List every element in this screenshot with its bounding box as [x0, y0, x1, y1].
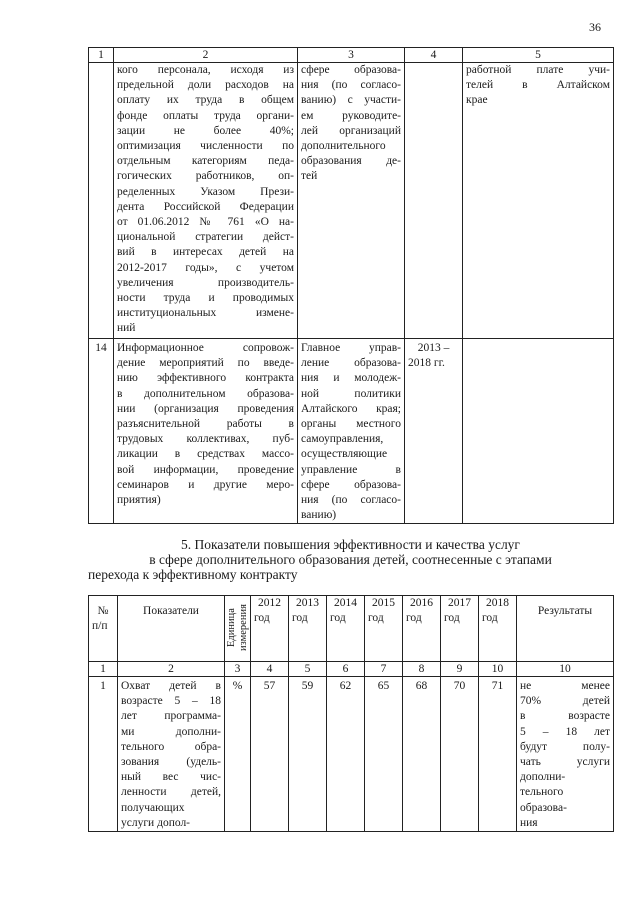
- table-row: [89, 63, 614, 339]
- result-text: [517, 677, 614, 832]
- text-line: получающих: [121, 801, 185, 814]
- indicators-header: Показатели: [118, 596, 225, 662]
- text-line: 2017: [448, 597, 471, 609]
- col-number: 1: [89, 662, 118, 677]
- text-line: нии (организация проведения: [117, 402, 294, 415]
- text-line: нию эффективного контракта: [117, 372, 294, 385]
- text-line: 2013: [296, 597, 319, 609]
- text-line: год: [406, 612, 422, 625]
- text-line: ния и молодеж-: [301, 372, 401, 385]
- text-line: трудовых коллективах, пуб-: [117, 433, 294, 446]
- page-number: 36: [589, 20, 601, 34]
- text-line: увеличения производитель-: [117, 276, 294, 289]
- text-line: ванию) с участи-: [301, 94, 401, 107]
- text-line: гогических работников, оп-: [117, 170, 294, 183]
- col-number: 8: [403, 662, 441, 677]
- table-row: [89, 339, 614, 524]
- text-line: в дополнительном образова-: [117, 387, 294, 400]
- table-row: [89, 677, 614, 832]
- row-number: [89, 63, 114, 339]
- text-line: 70% детей: [520, 695, 610, 708]
- text-line: крае: [466, 94, 488, 107]
- text-line: ем руководите-: [301, 109, 401, 122]
- text-line: сфере образова-: [301, 64, 401, 76]
- text-line: 2018: [486, 597, 509, 609]
- indicators-table: [88, 595, 614, 832]
- col-header: 5: [463, 48, 614, 63]
- col-number: 3: [225, 662, 251, 677]
- text-line: циональной стратегии дейст-: [117, 231, 294, 244]
- text-line: дение мероприятий по введе-: [117, 357, 294, 370]
- text-line: от 01.06.2012 № 761 «О на-: [117, 216, 294, 229]
- text-line: дента Российской Федерации: [117, 200, 294, 213]
- text-line: ределенных Указом Прези-: [117, 185, 294, 198]
- text-line: в сфере дополнительного образования детей, соотнесенные с этапами: [149, 552, 552, 567]
- text-line: год: [330, 612, 346, 625]
- text-line: сфере образова-: [301, 478, 401, 491]
- text-line: чать услуги: [520, 756, 610, 769]
- text-line: 2016: [410, 597, 433, 609]
- text-line: Информационное сопровож-: [117, 342, 294, 354]
- text-line: 2015: [372, 597, 395, 609]
- text-line: образова-: [520, 801, 567, 814]
- column-numbers-row: [89, 662, 614, 677]
- text-line: ленности детей,: [121, 786, 221, 799]
- text-line: кого персонала, исходя из: [117, 64, 294, 76]
- text-line: дополни-: [520, 771, 566, 784]
- year-header: [403, 596, 441, 662]
- text-line: Алтайского края;: [301, 402, 401, 415]
- text-line: разъяснительной работы в: [117, 418, 294, 431]
- text-line: перехода к эффективному контракту: [88, 567, 298, 582]
- num-header: [89, 596, 118, 662]
- text-line: образования де-: [301, 155, 401, 168]
- col-number: 9: [441, 662, 479, 677]
- year-header: [479, 596, 517, 662]
- text-line: 5 – 18 лет: [520, 725, 610, 738]
- deadline: [405, 339, 463, 524]
- text-line: осуществляющие: [301, 448, 388, 461]
- text-line: семинаров и другие меро-: [117, 478, 294, 491]
- col-header: 4: [405, 48, 463, 63]
- text-line: ный вес чис-: [121, 771, 221, 784]
- text-line: зования (удель-: [121, 756, 221, 769]
- text-line: не менее: [520, 680, 610, 692]
- text-line: тельного: [520, 786, 564, 799]
- text-line: ванию): [301, 509, 337, 522]
- row-number: 1: [89, 677, 118, 832]
- col-number: 7: [365, 662, 403, 677]
- responsible-party: [298, 339, 405, 524]
- text-line: №: [97, 605, 109, 617]
- year-value: 59: [289, 677, 327, 832]
- text-line: управление в: [301, 463, 401, 476]
- text-line: ния (по согласо-: [301, 79, 401, 92]
- responsible-party: [298, 63, 405, 339]
- deadline: [405, 63, 463, 339]
- section-title: [88, 537, 613, 582]
- year-header: [289, 596, 327, 662]
- text-line: телей в Алтайском: [466, 79, 610, 92]
- text-line: в возрасте: [520, 710, 610, 723]
- year-header: [441, 596, 479, 662]
- text-line: самоуправления,: [301, 433, 384, 446]
- col-number: 2: [118, 662, 225, 677]
- text-line: вой информации, проведение: [117, 463, 294, 476]
- year-header: [365, 596, 403, 662]
- unit-value: %: [225, 677, 251, 832]
- table-header-row: [89, 596, 614, 662]
- col-number: 4: [251, 662, 289, 677]
- text-line: год: [254, 612, 270, 625]
- year-value: 71: [479, 677, 517, 832]
- expected-result: [463, 63, 614, 339]
- year-header: [327, 596, 365, 662]
- text-line: вий в интересах детей на: [117, 246, 294, 259]
- text-line: возрасте 5 – 18: [121, 695, 221, 708]
- indicator-text: [118, 677, 225, 832]
- text-line: органы местного: [301, 418, 401, 431]
- year-value: 70: [441, 677, 479, 832]
- text-line: 2014: [334, 597, 357, 609]
- text-line: лет программа-: [121, 710, 221, 723]
- text-line: лей организаций: [301, 124, 401, 137]
- col-header: 3: [298, 48, 405, 63]
- text-line: тельного обра-: [121, 740, 221, 753]
- year-value: 57: [251, 677, 289, 832]
- col-header: 2: [114, 48, 298, 63]
- row-number: 14: [89, 339, 114, 524]
- text-line: ности труда и проводимых: [117, 292, 294, 305]
- text-line: 2013 –: [417, 342, 450, 354]
- text-line: год: [482, 612, 498, 625]
- text-line: 5. Показатели повышения эффективности и качества услуг: [181, 537, 520, 552]
- text-line: приятия): [117, 494, 161, 507]
- expected-result: [463, 339, 614, 524]
- text-line: год: [444, 612, 460, 625]
- text-line: Главное управ-: [301, 342, 401, 354]
- results-header: Результаты: [517, 596, 614, 662]
- text-line: ми дополни-: [121, 725, 221, 738]
- text-line: ний: [117, 322, 136, 335]
- text-line: услуги допол-: [121, 816, 191, 829]
- col-number: 10: [479, 662, 517, 677]
- text-line: год: [292, 612, 308, 625]
- text-line: ление образова-: [301, 357, 401, 370]
- table-header-row: [89, 48, 614, 63]
- measures-table: [88, 47, 614, 524]
- text-line: зации не более 40%;: [117, 124, 294, 137]
- measure-description: [114, 63, 298, 339]
- text-line: будут полу-: [520, 740, 610, 753]
- text-line: дополнительного: [301, 140, 386, 153]
- text-line: оплату их труда в общем: [117, 94, 294, 107]
- year-value: 62: [327, 677, 365, 832]
- text-line: ния (по согласо-: [301, 494, 401, 507]
- text-line: 2012: [258, 597, 281, 609]
- year-value: 68: [403, 677, 441, 832]
- unit-header: Единица измерения: [225, 596, 251, 662]
- text-line: институциональных измене-: [117, 307, 294, 320]
- text-line: ликации в средствах массо-: [117, 448, 294, 461]
- text-line: предельной доли расходов на: [117, 79, 294, 92]
- col-number: 5: [289, 662, 327, 677]
- col-header: 1: [89, 48, 114, 63]
- text-line: год: [368, 612, 384, 625]
- text-line: тей: [301, 170, 318, 183]
- year-value: 65: [365, 677, 403, 832]
- text-line: Охват детей в: [121, 680, 221, 692]
- text-line: работной плате учи-: [466, 64, 610, 76]
- col-number: 6: [327, 662, 365, 677]
- text-line: 2012-2017 годы», с учетом: [117, 261, 294, 274]
- text-line: оптимизация численности по: [117, 140, 294, 153]
- measure-description: [114, 339, 298, 524]
- text-line: 2018 гг.: [408, 357, 445, 370]
- text-line: п/п: [92, 620, 108, 633]
- text-line: ной политики: [301, 387, 401, 400]
- text-line: фонде оплаты труда органи-: [117, 109, 294, 122]
- year-header: [251, 596, 289, 662]
- text-line: ния: [520, 816, 538, 829]
- col-number: 10: [517, 662, 614, 677]
- text-line: отдельным категориям педа-: [117, 155, 294, 168]
